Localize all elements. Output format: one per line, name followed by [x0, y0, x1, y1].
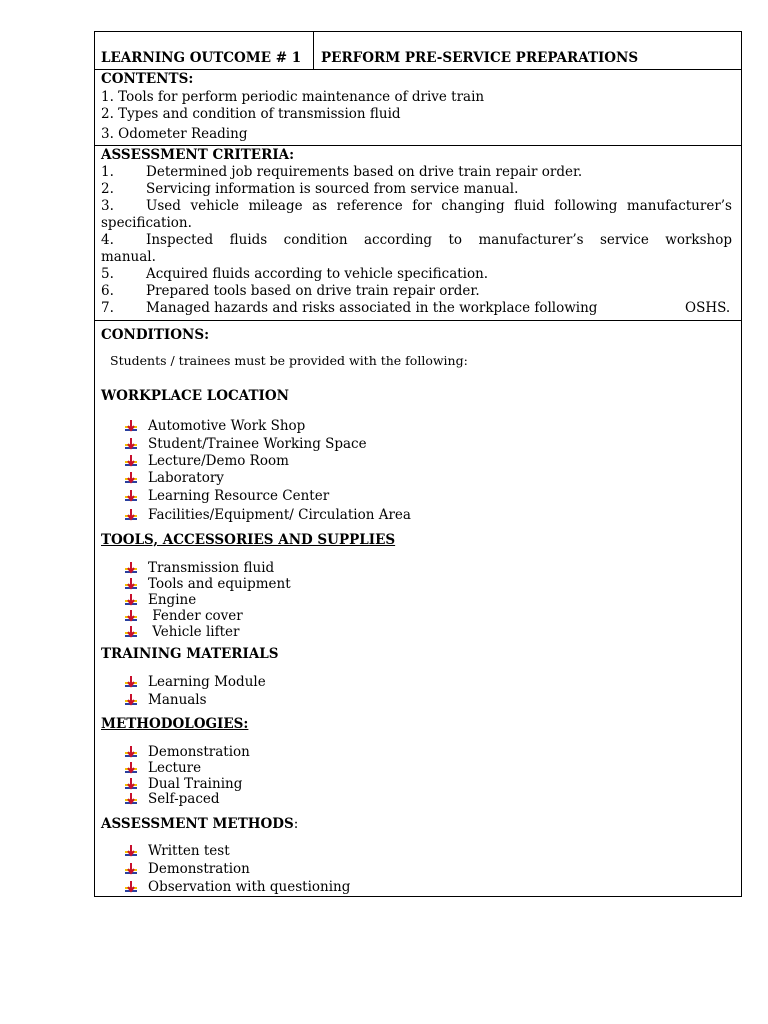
workplace-item: Facilities/Equipment/ Circulation Area: [148, 507, 411, 523]
tools-item: Transmission fluid: [148, 560, 275, 576]
tools-item: Tools and equipment: [148, 576, 291, 592]
contents-item: 1. Tools for perform periodic maintenance of drive train: [101, 89, 485, 105]
workplace-item: Learning Resource Center: [148, 488, 330, 504]
list-item: [125, 692, 207, 708]
list-item: [125, 507, 411, 523]
methodologies-title: METHODOLOGIES:: [101, 716, 249, 732]
assessment-methods-heading: [101, 816, 298, 833]
header-outcome-title: PERFORM PRE-SERVICE PREPARATIONS: [321, 50, 639, 66]
conditions-intro: Students / trainees must be provided with the following:: [110, 353, 468, 368]
bullet-arrow-icon: [125, 778, 137, 790]
criteria-text: Managed hazards and risks associated in the workplace following: [146, 300, 598, 316]
workplace-item: Laboratory: [148, 470, 224, 486]
row-divider: [95, 320, 741, 321]
criteria-text: Used vehicle mileage as reference for changing fluid following manufacturer’s: [146, 198, 732, 214]
bullet-arrow-icon: [125, 420, 137, 432]
conditions-title: CONDITIONS:: [101, 327, 210, 343]
bullet-arrow-icon: [125, 676, 137, 688]
criteria-number: 5.: [101, 266, 114, 282]
contents-item: 2. Types and condition of transmission fluid: [101, 106, 401, 122]
assessment-methods-title: ASSESSMENT METHODS: [101, 816, 294, 832]
bullet-arrow-icon: [125, 562, 137, 574]
bullet-arrow-icon: [125, 762, 137, 774]
methodology-item: Lecture: [148, 760, 202, 776]
training-item: Manuals: [148, 692, 207, 708]
methodology-item: Demonstration: [148, 744, 250, 760]
criteria-text: Inspected fluids condition according to manufacturer’s service workshop: [146, 232, 732, 248]
row-divider: [95, 145, 741, 146]
assessment-method-item: Demonstration: [148, 861, 250, 877]
bullet-arrow-icon: [125, 594, 137, 606]
workplace-location-title: WORKPLACE LOCATION: [101, 388, 289, 404]
workplace-item: Student/Trainee Working Space: [148, 436, 367, 452]
bullet-arrow-icon: [125, 746, 137, 758]
list-item: [125, 760, 201, 776]
criteria-text: Prepared tools based on drive train repair order.: [146, 283, 480, 299]
criteria-text-tail: OSHS.: [685, 300, 731, 316]
criteria-number: 2.: [101, 181, 114, 197]
list-item: [125, 418, 305, 434]
bullet-arrow-icon: [125, 626, 137, 638]
bullet-arrow-icon: [125, 438, 137, 450]
bullet-arrow-icon: [125, 845, 137, 857]
assessment-method-item: Observation with questioning: [148, 879, 351, 895]
bullet-arrow-icon: [125, 793, 137, 805]
list-item: [125, 861, 250, 877]
list-item: [125, 624, 239, 640]
list-item: [125, 674, 266, 690]
criteria-text: Acquired fluids according to vehicle specification.: [146, 266, 489, 282]
training-item: Learning Module: [148, 674, 266, 690]
criteria-number: 6.: [101, 283, 114, 299]
tools-item: Fender cover: [148, 608, 243, 624]
criteria-text-continued: specification.: [101, 215, 192, 231]
list-item: [125, 608, 243, 624]
bullet-arrow-icon: [125, 490, 137, 502]
header-learning-outcome: LEARNING OUTCOME # 1: [101, 50, 302, 66]
workplace-item: Lecture/Demo Room: [148, 453, 289, 469]
list-item: [125, 843, 230, 859]
bullet-arrow-icon: [125, 863, 137, 875]
list-item: [125, 560, 274, 576]
list-item: [125, 488, 329, 504]
bullet-arrow-icon: [125, 578, 137, 590]
tools-item: Engine: [148, 592, 197, 608]
learning-outcome-table: [94, 31, 742, 897]
criteria-text-continued: manual.: [101, 249, 156, 265]
list-item: [125, 744, 250, 760]
header-divider: [313, 32, 314, 69]
list-item: [125, 436, 367, 452]
list-item: [125, 453, 289, 469]
tools-item: Vehicle lifter: [148, 624, 240, 640]
assessment-method-item: Written test: [148, 843, 230, 859]
criteria-text: Servicing information is sourced from service manual.: [146, 181, 519, 197]
contents-item: 3. Odometer Reading: [101, 126, 248, 142]
bullet-arrow-icon: [125, 881, 137, 893]
list-item: [125, 470, 224, 486]
list-item: [125, 879, 350, 895]
row-divider: [95, 69, 741, 70]
criteria-number: 3.: [101, 198, 114, 214]
tools-title: TOOLS, ACCESSORIES AND SUPPLIES: [101, 532, 396, 548]
list-item: [125, 776, 242, 792]
assessment-criteria-title: ASSESSMENT CRITERIA:: [101, 147, 295, 163]
criteria-number: 4.: [101, 232, 114, 248]
criteria-number: 7.: [101, 300, 114, 316]
training-materials-title: TRAINING MATERIALS: [101, 646, 279, 662]
list-item: [125, 576, 291, 592]
bullet-arrow-icon: [125, 610, 137, 622]
criteria-text: Determined job requirements based on drive train repair order.: [146, 164, 583, 180]
list-item: [125, 791, 220, 807]
methodology-item: Self-paced: [148, 791, 220, 807]
list-item: [125, 592, 196, 608]
bullet-arrow-icon: [125, 455, 137, 467]
bullet-arrow-icon: [125, 472, 137, 484]
assessment-methods-colon: :: [293, 816, 299, 832]
methodology-item: Dual Training: [148, 776, 243, 792]
contents-title: CONTENTS:: [101, 71, 194, 87]
workplace-item: Automotive Work Shop: [148, 418, 306, 434]
bullet-arrow-icon: [125, 509, 137, 521]
criteria-number: 1.: [101, 164, 114, 180]
bullet-arrow-icon: [125, 694, 137, 706]
